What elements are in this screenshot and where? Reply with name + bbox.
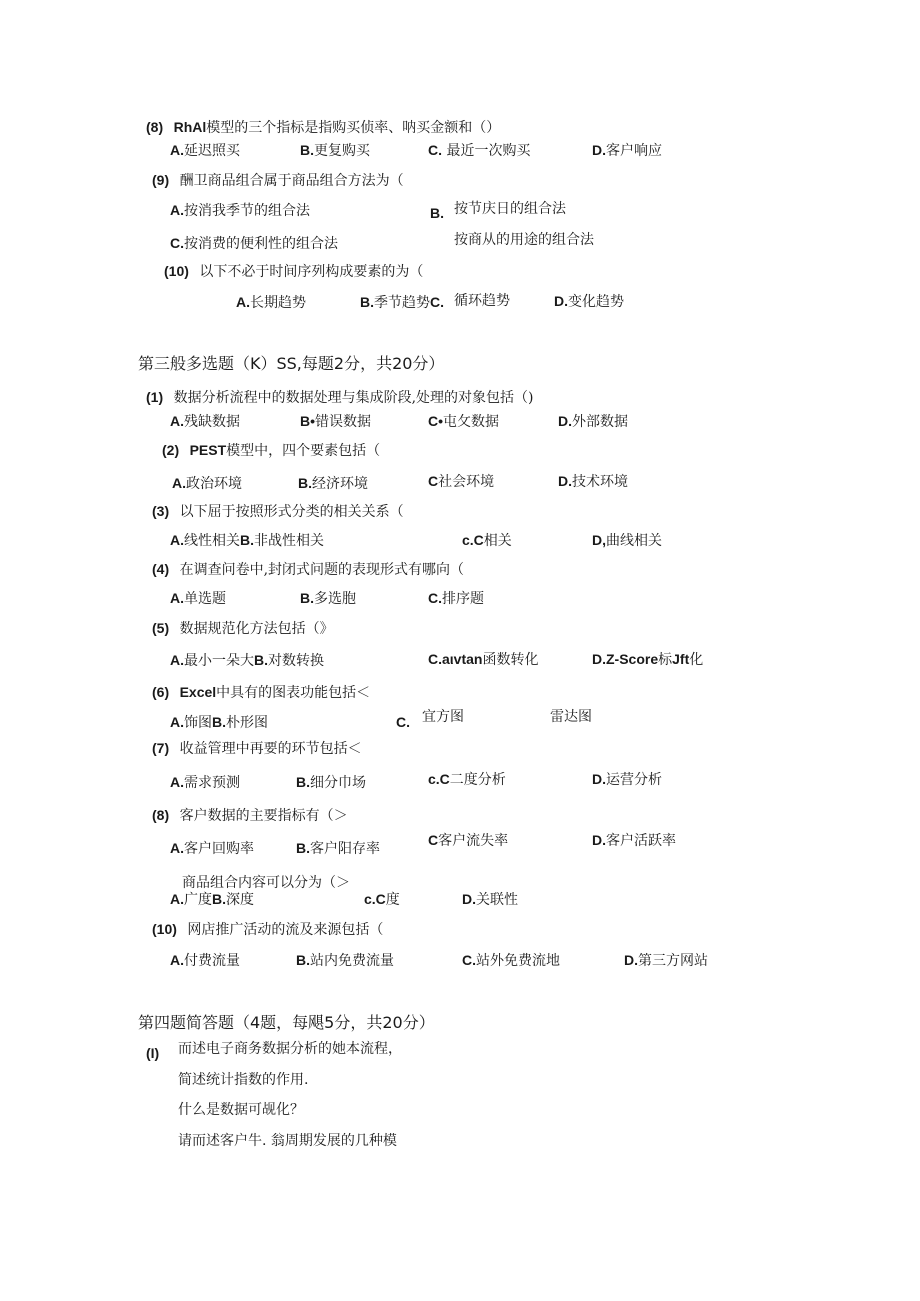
- option-a-b: A.线性相关B.非战性相关: [170, 532, 324, 549]
- option-a: A.客户回购率: [170, 840, 254, 857]
- short-answer-item: 而述电子商务数据分析的她本流程，: [178, 1041, 402, 1057]
- question-stem: 以下屈于按照形式分类的相关关系（: [179, 504, 404, 520]
- option-a: A.政治环境: [172, 475, 242, 492]
- option-d: D,曲线相关: [592, 532, 662, 549]
- short-answer-item: 请而述客户牛. 翁周期发展的几种模: [178, 1133, 397, 1149]
- option-b: B.经济环境: [298, 475, 368, 492]
- option-b: B.细分巾场: [296, 774, 366, 791]
- option-c: C•屯攵数据: [428, 413, 500, 430]
- question-stem: 中具有的图表功能包括＜: [216, 685, 371, 701]
- option-c: C客户流失率: [428, 832, 509, 849]
- option-b-key: B.: [430, 205, 444, 221]
- option-c: 宜方图: [422, 709, 464, 725]
- option-a: A.延迟照买: [170, 142, 240, 159]
- option-d: D.客户活跃率: [592, 832, 676, 849]
- question-stem: 酬卫商品组合属于商品组合方法为（: [179, 173, 404, 189]
- question-number: (9): [152, 172, 170, 188]
- question-2: [162, 441, 380, 460]
- question-6: [152, 683, 370, 702]
- option-d: 雷达图: [550, 709, 592, 725]
- option-c: C社会环境: [428, 473, 495, 490]
- question-3: [152, 502, 404, 521]
- option-d: D.变化趋势: [554, 293, 624, 310]
- question-9: [152, 874, 350, 891]
- option-a: A.按消我季节的组合法: [170, 202, 310, 219]
- option-c: c.C相关: [462, 532, 512, 549]
- question-stem: 模型中，四个要素包括（: [226, 443, 381, 459]
- question-number: (3): [152, 503, 170, 519]
- question-10: [164, 262, 423, 281]
- option-d: D.关联性: [462, 891, 518, 908]
- question-stem: 模型的三个指标是指购买侦率、呐买金额和（）: [206, 120, 501, 136]
- question-5: [152, 619, 334, 638]
- option-b: B.站内免费流量: [296, 952, 394, 969]
- option-b: B.更复购买: [300, 142, 370, 159]
- option-d: D.运营分析: [592, 771, 662, 788]
- question-stem: 数据分析流程中的数据处理与集成阶段,处理的对象包括（): [173, 390, 534, 406]
- question-7: [152, 739, 362, 758]
- question-8: [152, 806, 348, 825]
- section-heading: 第四题简答题（4题，每飓5分，共20分）: [138, 1013, 435, 1032]
- question-number: (2): [162, 442, 180, 458]
- question-4: [152, 560, 464, 579]
- question-stem: 商品组合内容可以分为（＞: [182, 875, 350, 891]
- option-c-key: C.: [396, 714, 410, 730]
- question-lead: RhAl: [173, 119, 207, 135]
- option-c: c.C度: [364, 891, 400, 908]
- option-c: C.站外免费流地: [462, 952, 560, 969]
- question-number: (4): [152, 561, 170, 577]
- question-stem: 客户数据的主要指标有（＞: [179, 808, 348, 824]
- option-d: D.技术环境: [558, 473, 628, 490]
- option-b: B.多选胞: [300, 590, 356, 607]
- option-c: C.按消费的便利性的组合法: [170, 235, 338, 252]
- option-a: A.长期趋势: [236, 294, 306, 311]
- option-d: D.Z-Score标Jft化: [592, 651, 704, 668]
- question-number: (5): [152, 620, 170, 636]
- option-b: B•错误数据: [300, 413, 372, 430]
- question-stem: 数据规范化方法包括（》: [179, 621, 334, 637]
- option-c: c.C二度分析: [428, 771, 506, 788]
- option-a-b: A.广度B.深度: [170, 891, 254, 908]
- option-b: B.季节趋势C.: [360, 294, 444, 311]
- question-stem: 以下不必于时间序列构成要素的为（: [199, 264, 424, 280]
- option-c: C. 最近一次购买: [428, 142, 531, 159]
- question-number: (10): [152, 921, 177, 937]
- short-answer-item: 什么是数据可觇化？: [178, 1102, 304, 1118]
- question-lead: PEST: [189, 442, 227, 458]
- option-d: D.外部数据: [558, 413, 628, 430]
- section-heading: 第三般多选题（K）SS,每题2分，共20分）: [138, 354, 445, 373]
- question-10: [152, 920, 383, 939]
- option-a: A.残缺数据: [170, 413, 240, 430]
- option-b: 按节庆日的组合法: [454, 201, 566, 217]
- question-9: [152, 171, 404, 190]
- option-a: A.需求预测: [170, 774, 240, 791]
- question-number: (10): [164, 263, 189, 279]
- question-stem: 收益管理中再要的环节包括＜: [179, 741, 362, 757]
- question-number: (1): [146, 389, 164, 405]
- option-c: C.排序题: [428, 590, 484, 607]
- question-number: (6): [152, 684, 170, 700]
- question-1: [146, 388, 534, 406]
- option-d: D.客户响应: [592, 142, 662, 159]
- option-a-b: A.饰图B.朴形图: [170, 714, 268, 731]
- question-stem: 在调查问卷中,封闭式问题的表现形式有哪向（: [179, 562, 465, 578]
- option-a-b: A.最小一朵大B.对数转换: [170, 652, 324, 669]
- option-c: C.aιvtan函数转化: [428, 651, 539, 668]
- short-answer-item: 简述统计指数的作用.: [178, 1072, 309, 1088]
- question-number: (8): [146, 119, 164, 135]
- question-lead: Excel: [179, 684, 217, 700]
- option-b: B.客户阳存率: [296, 840, 380, 857]
- option-a: A.单选题: [170, 590, 226, 607]
- question-8: [146, 118, 500, 137]
- question-number: (7): [152, 740, 170, 756]
- option-d: 按商从的用途的组合法: [454, 232, 594, 248]
- question-number: (I): [146, 1045, 160, 1061]
- option-c: 循环趋势: [454, 293, 510, 309]
- question-number: (8): [152, 807, 170, 823]
- option-a: A.付费流量: [170, 952, 240, 969]
- question-stem: 网店推广活动的流及来源包括（: [187, 922, 384, 938]
- option-d: D.第三方网站: [624, 952, 708, 969]
